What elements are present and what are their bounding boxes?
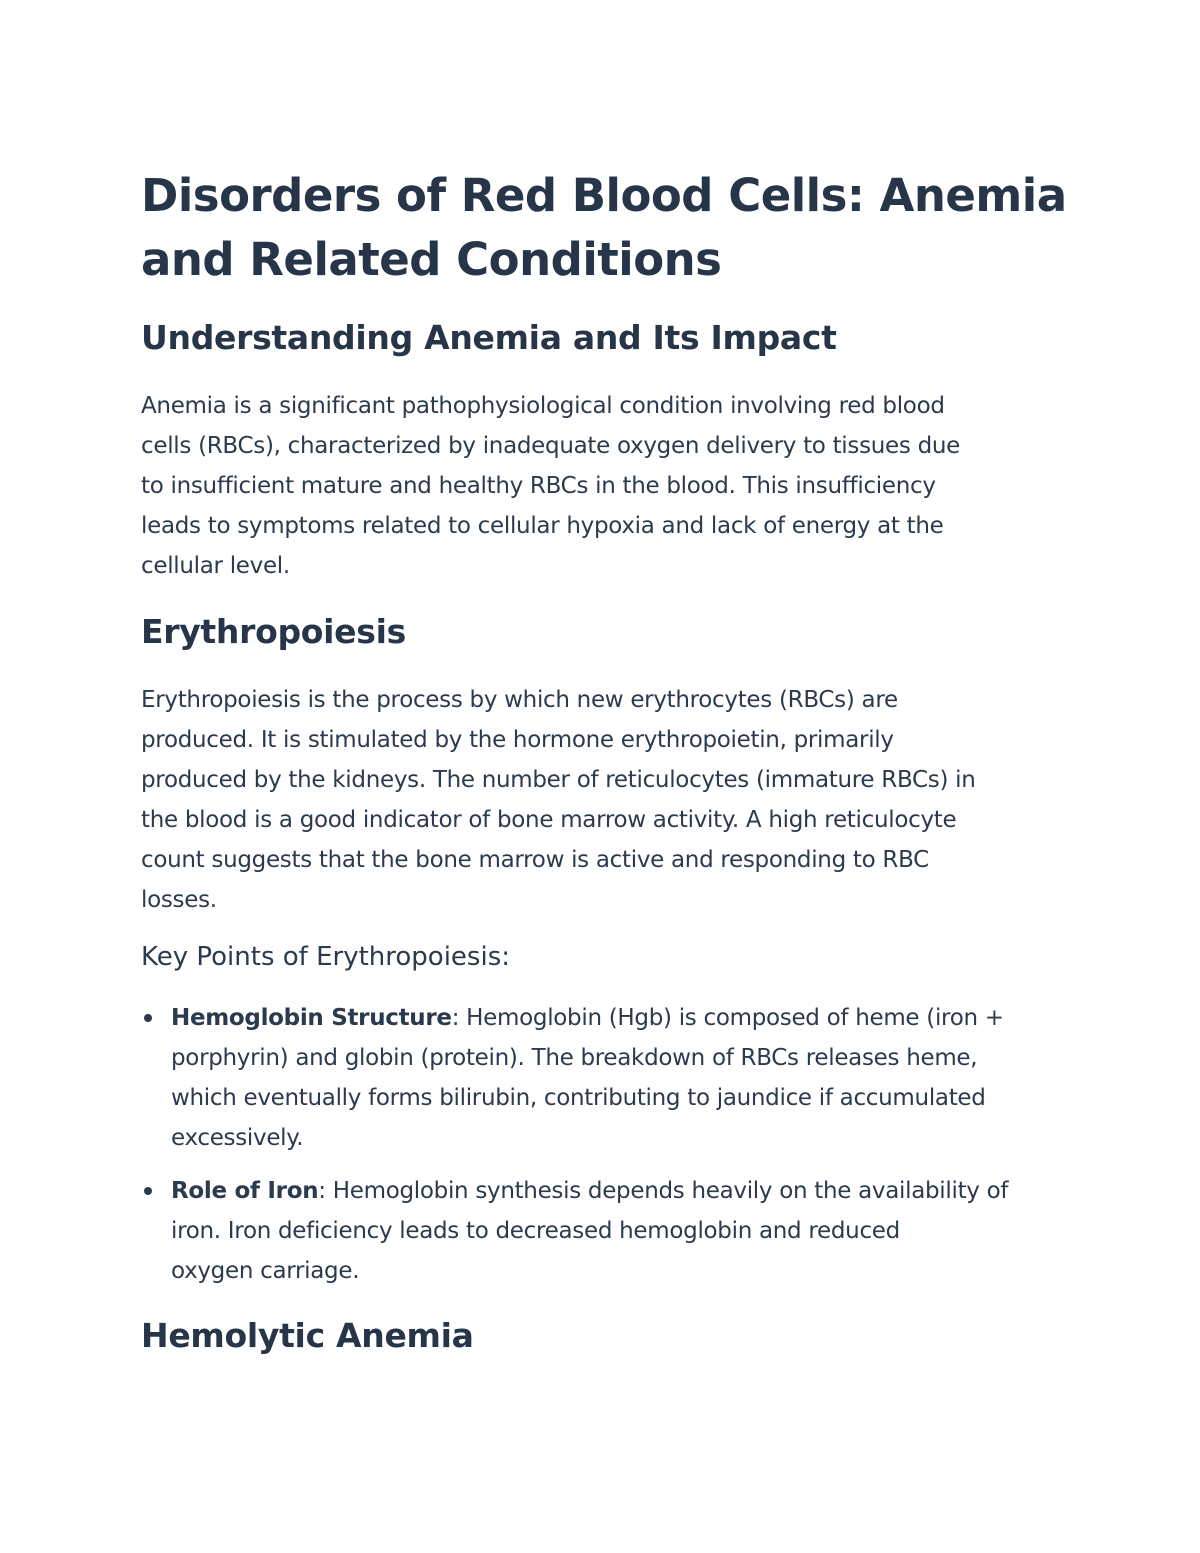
section-heading-understanding-anemia: Understanding Anemia and Its Impact [141,318,837,357]
list-item-first-line [171,998,1071,1038]
paragraph-understanding-anemia [141,386,1071,586]
bullet-icon [144,1187,152,1195]
paragraph-line: cellular level. [141,553,290,579]
paragraph-line: cells (RBCs), characterized by inadequate oxygen delivery to tissues due [141,433,961,459]
section-heading-hemolytic-anemia: Hemolytic Anemia [141,1316,474,1355]
list-item-term: Role of Iron [171,1178,319,1204]
list-item-line: excessively. [171,1125,304,1151]
paragraph-line: the blood is a good indicator of bone marrow activity. A high reticulocyte [141,807,957,833]
page-title [141,164,1071,292]
paragraph-line: Erythropoiesis is the process by which new erythrocytes (RBCs) are [141,687,898,713]
paragraph-line: leads to symptoms related to cellular hypoxia and lack of energy at the [141,513,944,539]
list-item-description: : Hemoglobin (Hgb) is composed of heme (iron + [451,1005,1004,1031]
list-item-line: porphyrin) and globin (protein). The breakdown of RBCs releases heme, [171,1045,978,1071]
paragraph-line: produced by the kidneys. The number of reticulocytes (immature RBCs) in [141,767,976,793]
paragraph-erythropoiesis [141,680,1071,920]
section-heading-erythropoiesis: Erythropoiesis [141,612,406,651]
paragraph-line: losses. [141,887,217,913]
key-points-heading: Key Points of Erythropoiesis: [141,942,511,972]
list-item-line: which eventually forms bilirubin, contributing to jaundice if accumulated [171,1085,986,1111]
paragraph-line: Anemia is a significant pathophysiological condition involving red blood [141,393,945,419]
bullet-icon [144,1014,152,1022]
paragraph-line: to insufficient mature and healthy RBCs in the blood. This insufficiency [141,473,936,499]
list-item-term: Hemoglobin Structure [171,1005,452,1031]
paragraph-line: count suggests that the bone marrow is active and responding to RBC [141,847,929,873]
list-item-first-line [171,1171,1071,1211]
list-item-text [171,1171,1071,1291]
list-item-line: oxygen carriage. [171,1258,360,1284]
paragraph-line: produced. It is stimulated by the hormone erythropoietin, primarily [141,727,894,753]
page-title-line: Disorders of Red Blood Cells: Anemia [141,169,1067,222]
list-item-line: iron. Iron deficiency leads to decreased hemoglobin and reduced [171,1218,900,1244]
list-item-description: : Hemoglobin synthesis depends heavily on the availability of [318,1178,1009,1204]
page-title-line: and Related Conditions [141,233,722,286]
list-item-text [171,998,1071,1158]
